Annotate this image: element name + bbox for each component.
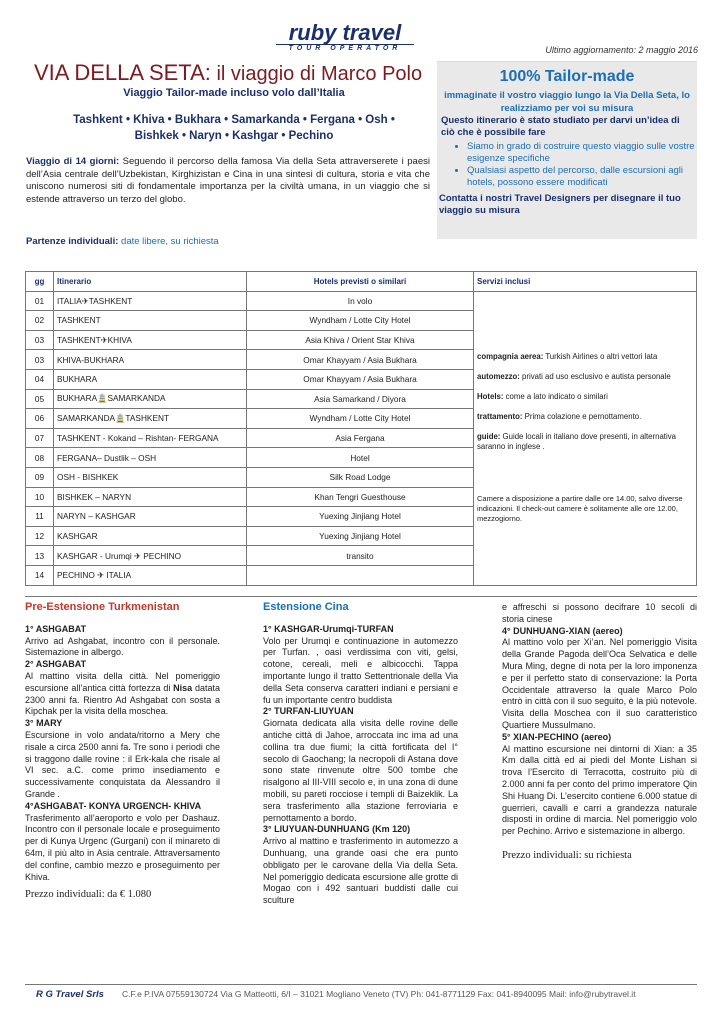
itinerary-stop: TASHKENT - Kokand – Rishtan- FERGANA [54,428,247,448]
tailor-contact: Contatta i nostri Travel Designers per disegnare il tuo viaggio su misura [439,193,681,216]
tailor-text: Questo itinerario è stato studiato per darvi un’idea di ciò che è possibile fare [441,115,680,138]
pre-day-3-title: 3° MARY [25,718,63,729]
itinerary-stop: KASHGAR [54,526,247,546]
last-updated: Ultimo aggiornamento: 2 maggio 2016 [545,45,698,55]
hotel-name: transito [247,546,474,566]
pre-day-1-title: 1° ASHGABAT [25,623,87,634]
hotel-name: Asia Khiva / Orient Star Khiva [247,330,474,350]
pre-extension-heading: Pre-Estensione Turkmenistan [25,601,180,613]
pre-day-4-text: Trasferimento all’aeroporto e volo per Dashauz. Incontro con il personale locale e proseguimento per di Kunya Urgenc (Gurgani) con il minareto di 64m, il più alto in Asia centrale. Attraversamento del confine, cambio mezzo e proseguimento per Khiva. [25,812,220,882]
day-number: 04 [26,369,54,389]
tailor-bullets [437,141,697,189]
hotel-name: Asia Fergana [247,428,474,448]
hotel-name [247,565,474,585]
title-main: VIA DELLA SETA: [34,60,211,85]
service-air-text: Turkish Airlines o altri vettori lata [543,352,658,362]
pre-day-2-text [25,671,220,718]
ext-day-3-text: Arrivo al mattino e trasferimento in automezzo a Dunhuang, una grande oasi che era punto obbligato per le carovane della Via della Seta. Nel pomeriggio dedicata escursione alle grotte di Mogao con i 492 santuari buddisti dalle cui sculture [263,836,458,906]
itinerary-table [25,271,697,586]
china-extension-column [263,602,458,907]
pre-extension-column [25,602,220,901]
ext-day-4-title: 4° DUNHUANG-XIAN (aereo) [502,625,623,636]
service-air-label: compagnia aerea: [477,352,544,362]
ext-day-4-text: Al mattino volo per Xi’an. Nel pomeriggio Visita della Grande Pagoda dell’Oca Selvatica e delle Mura Ming, degne di nota per la loro imponenza e per il perfetto stato di conservazione: la Porta Occidentale attraverso la quale Marco Polo entrò in città con il suo seguito, è la più notevole. Visita della Moschea con il suo caratteristico Quartiere Mussulmano. [502,637,697,730]
itinerary-stop: SAMARKANDA🚊TASHKENT [54,409,247,429]
day-number: 07 [26,428,54,448]
title-rest: il viaggio di Marco Polo [210,63,423,85]
tailor-bullet: • Qualsiasi aspetto del percorso, dalle escursioni agli hotels, possono essere modificati [467,165,697,189]
day-number: 03 [26,330,54,350]
day-number: 11 [26,507,54,527]
itinerary-stop: KHIVA-BUKHARA [54,350,247,370]
header-services: Servizi inclusi [474,272,697,292]
intro-text: Seguendo il percorso della famosa Via della Seta attraverserete i paesi dell’Asia centrale dell’Uzbekistan, Kirghizistan e Cina in una sintesi di cultura, storia e vita che uniscono numerosi siti di fondamentale importanza per la civiltà umana, in un viaggio che si estende attraverso un terzo del globo. [26,156,430,205]
hotel-name: Yuexing Jinjiang Hotel [247,507,474,527]
departures-value: date libere, su richiesta [118,236,219,247]
service-hotels-label: Hotels: [477,392,504,402]
itinerary-stop: PECHINO ✈ ITALIA [54,565,247,585]
service-guide-text: Guide locali in italiano dove presenti, in alternativa saranno in inglese . [477,432,676,452]
departures-label: Partenze individuali: [26,236,119,247]
service-board-text: Prima colazione e pernottamento. [522,412,642,422]
cities-line-1: Tashkent • Khiva • Bukhara • Samarkanda • Fergana • Osh • [73,114,395,126]
header-hotels: Hotels previsti o similari [247,272,474,292]
footer-info: C.F.e P.IVA 07559130724 Via G Matteotti, 6/I – 31021 Mogliano Veneto (TV) Ph: 041-8771129 Fax: 041-8940095 Mail: info@rubytravel.it [121,989,636,999]
footer-company: R G Travel Srls [36,989,104,1000]
service-hotels [477,392,693,402]
day-number: 14 [26,565,54,585]
service-rooms: Camere a disposizione a partire dalle ore 14.00, salvo diverse indicazioni. Il check-out camere è solitamente alle ore 12.00, mezzogiorno. [477,494,683,524]
itinerary-stop: TASHKENT✈KHIVA [54,330,247,350]
ext-day-5-title: 5° XIAN-PECHINO (aereo) [502,731,612,742]
pre-day-2-text-a: Al mattino visita della città. Nel pomeriggio escursione all’antica città fortezza di [25,670,220,693]
day-number: 09 [26,467,54,487]
ext-day-1-title: 1° KASHGAR-Urumqi-TURFAN [263,623,394,634]
table-header-row [26,272,697,292]
cities-list [34,112,434,144]
departures-info [26,236,219,247]
pre-day-1-text: Arrivo ad Ashgabat, incontro con il personale. Sistemazione in albergo. [25,635,220,658]
service-hotels-text: come a lato indicato o similari [503,392,608,402]
page-title [34,60,422,86]
day-number: 06 [26,409,54,429]
day-number: 12 [26,526,54,546]
day-number: 02 [26,311,54,331]
china-extension-column-2 [502,602,697,862]
itinerary-stop: BUKHARA🚊SAMARKANDA [54,389,247,409]
services-cell [474,291,697,585]
day-number: 13 [26,546,54,566]
page-subtitle: Viaggio Tailor-made incluso volo dall’Italia [123,87,345,99]
itinerary-stop: ITALIA✈TASHKENT [54,291,247,311]
hotel-name: Wyndham / Lotte City Hotel [247,409,474,429]
hotel-name: Omar Khayyam / Asia Bukhara [247,369,474,389]
ext-day-2-title: 2° TURFAN-LIUYUAN [263,706,354,717]
tailor-subheading: immaginate il vostro viaggio lungo la Via Della Seta, lo realizziamo per voi su misura [444,90,690,114]
ext-price: Prezzo individuali: su richiesta [502,849,632,861]
header-itinerary: Itinerario [54,272,247,292]
hotel-name: In volo [247,291,474,311]
ext-day-3-text-cont: e affreschi si possono decifrare 10 secoli di storia cinese [502,602,697,624]
itinerary-stop: KASHGAR - Urumqi ✈ PECHINO [54,546,247,566]
ext-day-2-text: Giornata dedicata alla visita delle rovine delle antiche città di Jahoe, arroccata inc ima ad una collina tra due fiumi; la città fortificata del I° secolo di Gaochang; la necropoli di Astana dove sono state rinvenute oltre 500 tombe che risalgono al III-VIII secolo e, in una zona di dune mobili, su pareti rocciose i templi di Baizeklik. La sera trasferimento alla stazione ferroviaria e pernottamento a bordo. [263,718,458,823]
day-number: 03 [26,350,54,370]
company-logo [270,22,420,52]
itinerary-stop: FERGANA– Dustlik – OSH [54,448,247,468]
itinerary-stop: BISHKEK – NARYN [54,487,247,507]
section-divider [25,596,697,597]
intro-lead: Viaggio di 14 giorni: [26,156,120,167]
ext-day-3-title: 3° LIUYUAN-DUNHUANG (Km 120) [263,824,411,835]
day-number: 05 [26,389,54,409]
table-row [26,291,697,311]
service-car-label: automezzo: [477,372,520,382]
china-extension-heading: Estensione Cina [263,601,349,613]
hotel-name: Asia Samarkand / Diyora [247,389,474,409]
service-guide-label: guide: [477,432,501,442]
pre-day-2-title: 2° ASHGABAT [25,659,87,670]
hotel-name: Silk Road Lodge [247,467,474,487]
header-gg: gg [26,272,54,292]
logo-subtitle: TOUR OPERATOR [276,44,414,52]
tailor-made-box [437,61,697,239]
day-number: 10 [26,487,54,507]
hotel-name: Omar Khayyam / Asia Bukhara [247,350,474,370]
tailor-bullet: • Siamo in grado di costruire questo viaggio sulle vostre esigenze specifiche [467,141,697,165]
service-board-label: trattamento: [477,412,523,422]
pre-day-4-title: 4°ASHGABAT- KONYA URGENCH- KHIVA [25,800,202,811]
hotel-name: Yuexing Jinjiang Hotel [247,526,474,546]
hotel-name: Hotel [247,448,474,468]
footer-divider [25,984,697,985]
ext-day-5-text: Al mattino escursione nei dintorni di Xian: a 35 Km dalla città ed ai piedi del Monte Lishan si trova l’Esercito di Terracotta, costruito più di 2.000 anni fa per conto del primo imperatore Qin Shi Huang Di. L’esercito contiene 6.000 statue di guerrieri, cavalli e carri a grandezza naturale disposti in ordine di marcia. Nel pomeriggio volo per Pechino. Arrivo e sistemazione in albergo. [502,743,697,837]
cities-line-2: Bishkek • Naryn • Kashgar • Pechino [134,130,334,142]
intro-paragraph [26,156,430,206]
service-car-text: privati ad uso esclusivo e autista personale [519,372,671,382]
hotel-name: Wyndham / Lotte City Hotel [247,311,474,331]
itinerary-stop: NARYN – KASHGAR [54,507,247,527]
service-car [477,372,693,382]
day-number: 01 [26,291,54,311]
service-guide [477,432,693,452]
service-board [477,412,693,422]
pre-day-3-text: Escursione in volo andata/ritorno a Mery che risale a circa 2500 anni fa. Tre sono i periodi che si traggono dalle rovine : il Erk-kala che risale al VI sec. a.C. come primo insediamento e successivamente conquistata da Alessandro il Grande . [25,729,220,799]
footer [36,989,636,1000]
itinerary-stop: BUKHARA [54,369,247,389]
itinerary-stop: OSH - BISHKEK [54,467,247,487]
day-number: 08 [26,448,54,468]
pre-day-2-text-c: datata 2300 anni fa. Rientro Ad Ashgabat con sosta a Kipchak per la visita della moschea. [25,682,220,717]
pre-extension-price: Prezzo individuali: da € 1.080 [25,889,152,901]
service-air [477,352,693,362]
tailor-heading: 100% Tailor-made [499,68,635,85]
pre-day-2-nisa: Nisa [173,682,193,693]
itinerary-stop: TASHKENT [54,311,247,331]
hotel-name: Khan Tengri Guesthouse [247,487,474,507]
ext-day-1-text: Volo per Urumqi e continuazione in automezzo per Turfan. , oasi verdissima con viti, gelsi, cotone, cereali, meli e albicocchi. Tappa importante lungo il tratto Settentrionale della Via della Seta conserva caratteri indiani e persiani e fu un importante centro buddista [263,635,458,705]
logo-brand: ruby travel [288,20,402,45]
